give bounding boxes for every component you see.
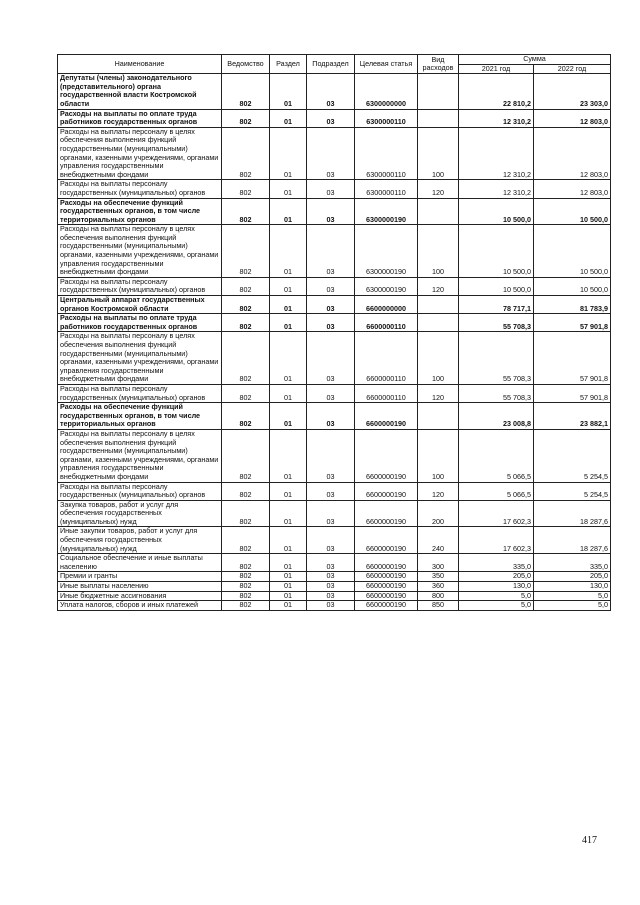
row-sum-2022: 23 303,0 xyxy=(534,74,611,109)
row-razdel: 01 xyxy=(270,314,307,332)
row-vedomstvo: 802 xyxy=(222,403,270,430)
row-sum-2021: 78 717,1 xyxy=(459,296,534,314)
table-row xyxy=(58,582,611,592)
row-vid: 120 xyxy=(418,180,459,198)
row-razdel: 01 xyxy=(270,296,307,314)
row-name: Иные выплаты населению xyxy=(58,582,222,592)
row-podrazdel: 03 xyxy=(307,500,355,527)
row-vid: 800 xyxy=(418,591,459,601)
row-target: 6600000190 xyxy=(355,403,418,430)
row-vedomstvo: 802 xyxy=(222,198,270,225)
row-sum-2021: 12 310,2 xyxy=(459,109,534,127)
row-razdel: 01 xyxy=(270,277,307,295)
table-row xyxy=(58,429,611,482)
row-target: 6600000190 xyxy=(355,500,418,527)
row-sum-2022: 81 783,9 xyxy=(534,296,611,314)
row-vedomstvo: 802 xyxy=(222,591,270,601)
row-target: 6600000190 xyxy=(355,582,418,592)
row-sum-2022: 18 287,6 xyxy=(534,500,611,527)
row-name: Расходы на обеспечение функций государственных органов, в том числе территориальных органов xyxy=(58,403,222,430)
budget-table xyxy=(57,54,611,611)
row-podrazdel: 03 xyxy=(307,332,355,385)
row-vedomstvo: 802 xyxy=(222,527,270,554)
row-razdel: 01 xyxy=(270,582,307,592)
row-vedomstvo: 802 xyxy=(222,572,270,582)
row-vedomstvo: 802 xyxy=(222,429,270,482)
header-podrazdel: Подраздел xyxy=(307,55,355,74)
table-row xyxy=(58,180,611,198)
row-sum-2021: 17 602,3 xyxy=(459,527,534,554)
row-razdel: 01 xyxy=(270,554,307,572)
row-vid xyxy=(418,109,459,127)
row-podrazdel: 03 xyxy=(307,527,355,554)
table-row xyxy=(58,601,611,611)
row-vid xyxy=(418,198,459,225)
row-sum-2022: 205,0 xyxy=(534,572,611,582)
row-target: 6600000110 xyxy=(355,314,418,332)
row-razdel: 01 xyxy=(270,127,307,180)
row-vedomstvo: 802 xyxy=(222,277,270,295)
row-sum-2022: 57 901,8 xyxy=(534,314,611,332)
header-summa: Сумма xyxy=(459,55,611,65)
row-vedomstvo: 802 xyxy=(222,314,270,332)
row-target: 6300000110 xyxy=(355,109,418,127)
row-target: 6300000110 xyxy=(355,127,418,180)
table-row xyxy=(58,74,611,109)
row-podrazdel: 03 xyxy=(307,296,355,314)
row-podrazdel: 03 xyxy=(307,198,355,225)
row-sum-2022: 335,0 xyxy=(534,554,611,572)
row-name: Расходы на выплаты персоналу государственных (муниципальных) органов xyxy=(58,277,222,295)
row-podrazdel: 03 xyxy=(307,601,355,611)
row-vid xyxy=(418,74,459,109)
row-vedomstvo: 802 xyxy=(222,500,270,527)
row-podrazdel: 03 xyxy=(307,591,355,601)
row-sum-2021: 5 066,5 xyxy=(459,429,534,482)
row-sum-2021: 17 602,3 xyxy=(459,500,534,527)
row-target: 6600000190 xyxy=(355,601,418,611)
row-razdel: 01 xyxy=(270,74,307,109)
table-row xyxy=(58,572,611,582)
table-row xyxy=(58,127,611,180)
row-target: 6300000190 xyxy=(355,225,418,278)
row-name: Премии и гранты xyxy=(58,572,222,582)
row-podrazdel: 03 xyxy=(307,554,355,572)
row-sum-2021: 55 708,3 xyxy=(459,384,534,402)
row-vedomstvo: 802 xyxy=(222,482,270,500)
table-row xyxy=(58,384,611,402)
row-vedomstvo: 802 xyxy=(222,225,270,278)
row-name: Депутаты (члены) законодательного (представительного) органа государственной власти Костромской области xyxy=(58,74,222,109)
table-row xyxy=(58,296,611,314)
row-razdel: 01 xyxy=(270,482,307,500)
table-row xyxy=(58,403,611,430)
row-vid: 100 xyxy=(418,332,459,385)
header-year-2021: 2021 год xyxy=(459,64,534,74)
row-vid: 240 xyxy=(418,527,459,554)
row-name: Расходы на выплаты по оплате труда работников государственных органов xyxy=(58,314,222,332)
table-row xyxy=(58,314,611,332)
row-vedomstvo: 802 xyxy=(222,109,270,127)
row-name: Расходы на обеспечение функций государственных органов, в том числе территориальных органов xyxy=(58,198,222,225)
row-vid: 850 xyxy=(418,601,459,611)
table-row xyxy=(58,332,611,385)
row-name: Расходы на выплаты по оплате труда работников государственных органов xyxy=(58,109,222,127)
row-name: Расходы на выплаты персоналу в целях обеспечения выполнения функций государственными (муниципальными) органами, казенными учреждениями, органами управления государственными внебюджетными фондами xyxy=(58,332,222,385)
row-vedomstvo: 802 xyxy=(222,296,270,314)
row-razdel: 01 xyxy=(270,384,307,402)
row-sum-2022: 5 254,5 xyxy=(534,482,611,500)
row-sum-2022: 57 901,8 xyxy=(534,332,611,385)
row-name: Социальное обеспечение и иные выплаты населению xyxy=(58,554,222,572)
row-podrazdel: 03 xyxy=(307,225,355,278)
row-name: Расходы на выплаты персоналу государственных (муниципальных) органов xyxy=(58,180,222,198)
row-vedomstvo: 802 xyxy=(222,332,270,385)
row-podrazdel: 03 xyxy=(307,109,355,127)
row-vid: 100 xyxy=(418,127,459,180)
row-vid xyxy=(418,314,459,332)
row-podrazdel: 03 xyxy=(307,403,355,430)
row-name: Расходы на выплаты персоналу государственных (муниципальных) органов xyxy=(58,384,222,402)
row-vedomstvo: 802 xyxy=(222,554,270,572)
row-podrazdel: 03 xyxy=(307,384,355,402)
table-row xyxy=(58,527,611,554)
row-target: 6600000190 xyxy=(355,482,418,500)
row-podrazdel: 03 xyxy=(307,314,355,332)
row-target: 6600000190 xyxy=(355,591,418,601)
row-sum-2021: 12 310,2 xyxy=(459,127,534,180)
row-podrazdel: 03 xyxy=(307,180,355,198)
row-sum-2021: 10 500,0 xyxy=(459,225,534,278)
header-vid: Вид расходов xyxy=(418,55,459,74)
row-sum-2021: 22 810,2 xyxy=(459,74,534,109)
row-sum-2021: 205,0 xyxy=(459,572,534,582)
row-sum-2022: 12 803,0 xyxy=(534,127,611,180)
row-sum-2021: 5 066,5 xyxy=(459,482,534,500)
row-razdel: 01 xyxy=(270,500,307,527)
row-sum-2021: 5,0 xyxy=(459,591,534,601)
row-target: 6300000110 xyxy=(355,180,418,198)
row-name: Расходы на выплаты персоналу в целях обеспечения выполнения функций государственными (муниципальными) органами, казенными учреждениями, органами управления государственными внебюджетными фондами xyxy=(58,127,222,180)
row-sum-2022: 57 901,8 xyxy=(534,384,611,402)
row-sum-2021: 55 708,3 xyxy=(459,332,534,385)
table-row xyxy=(58,198,611,225)
row-sum-2022: 18 287,6 xyxy=(534,527,611,554)
row-name: Расходы на выплаты персоналу государственных (муниципальных) органов xyxy=(58,482,222,500)
table-body xyxy=(58,74,611,611)
row-target: 6600000190 xyxy=(355,527,418,554)
row-target: 6300000000 xyxy=(355,74,418,109)
row-vedomstvo: 802 xyxy=(222,582,270,592)
row-vid: 120 xyxy=(418,384,459,402)
row-podrazdel: 03 xyxy=(307,582,355,592)
row-sum-2022: 23 882,1 xyxy=(534,403,611,430)
row-podrazdel: 03 xyxy=(307,127,355,180)
row-vid: 120 xyxy=(418,482,459,500)
row-razdel: 01 xyxy=(270,403,307,430)
row-target: 6600000190 xyxy=(355,554,418,572)
row-sum-2022: 5,0 xyxy=(534,601,611,611)
row-sum-2022: 130,0 xyxy=(534,582,611,592)
row-podrazdel: 03 xyxy=(307,429,355,482)
header-name: Наименование xyxy=(58,55,222,74)
row-razdel: 01 xyxy=(270,225,307,278)
row-target: 6600000190 xyxy=(355,429,418,482)
table-row xyxy=(58,109,611,127)
row-vid xyxy=(418,296,459,314)
row-vid: 200 xyxy=(418,500,459,527)
table-row xyxy=(58,500,611,527)
row-sum-2021: 130,0 xyxy=(459,582,534,592)
row-sum-2022: 10 500,0 xyxy=(534,225,611,278)
row-name: Расходы на выплаты персоналу в целях обеспечения выполнения функций государственными (муниципальными) органами, казенными учреждениями, органами управления государственными внебюджетными фондами xyxy=(58,225,222,278)
row-razdel: 01 xyxy=(270,527,307,554)
row-sum-2021: 10 500,0 xyxy=(459,198,534,225)
row-sum-2021: 10 500,0 xyxy=(459,277,534,295)
row-name: Иные бюджетные ассигнования xyxy=(58,591,222,601)
row-sum-2022: 5 254,5 xyxy=(534,429,611,482)
row-sum-2022: 10 500,0 xyxy=(534,277,611,295)
row-name: Расходы на выплаты персоналу в целях обеспечения выполнения функций государственными (муниципальными) органами, казенными учреждениями, органами управления государственными внебюджетными фондами xyxy=(58,429,222,482)
row-name: Иные закупки товаров, работ и услуг для обеспечения государственных (муниципальных) нужд xyxy=(58,527,222,554)
row-podrazdel: 03 xyxy=(307,74,355,109)
row-sum-2022: 10 500,0 xyxy=(534,198,611,225)
row-razdel: 01 xyxy=(270,429,307,482)
row-vid: 120 xyxy=(418,277,459,295)
row-target: 6300000190 xyxy=(355,277,418,295)
row-razdel: 01 xyxy=(270,180,307,198)
row-razdel: 01 xyxy=(270,601,307,611)
row-razdel: 01 xyxy=(270,572,307,582)
row-sum-2021: 335,0 xyxy=(459,554,534,572)
page-number: 417 xyxy=(582,835,597,846)
row-vid: 360 xyxy=(418,582,459,592)
row-vedomstvo: 802 xyxy=(222,384,270,402)
row-razdel: 01 xyxy=(270,109,307,127)
header-vedomstvo: Ведомство xyxy=(222,55,270,74)
header-row xyxy=(58,55,611,65)
row-target: 6600000110 xyxy=(355,384,418,402)
row-vid xyxy=(418,403,459,430)
table-row xyxy=(58,591,611,601)
row-sum-2021: 5,0 xyxy=(459,601,534,611)
row-podrazdel: 03 xyxy=(307,572,355,582)
header-target: Целевая статья xyxy=(355,55,418,74)
row-sum-2021: 12 310,2 xyxy=(459,180,534,198)
row-sum-2022: 12 803,0 xyxy=(534,180,611,198)
row-name: Уплата налогов, сборов и иных платежей xyxy=(58,601,222,611)
table-row xyxy=(58,482,611,500)
row-sum-2022: 5,0 xyxy=(534,591,611,601)
row-sum-2021: 23 008,8 xyxy=(459,403,534,430)
row-vid: 100 xyxy=(418,225,459,278)
row-vedomstvo: 802 xyxy=(222,180,270,198)
row-name: Центральный аппарат государственных органов Костромской области xyxy=(58,296,222,314)
row-target: 6600000000 xyxy=(355,296,418,314)
row-vedomstvo: 802 xyxy=(222,601,270,611)
row-razdel: 01 xyxy=(270,591,307,601)
header-razdel: Раздел xyxy=(270,55,307,74)
row-sum-2021: 55 708,3 xyxy=(459,314,534,332)
row-sum-2022: 12 803,0 xyxy=(534,109,611,127)
row-podrazdel: 03 xyxy=(307,482,355,500)
row-name: Закупка товаров, работ и услуг для обеспечения государственных (муниципальных) нужд xyxy=(58,500,222,527)
row-vid: 100 xyxy=(418,429,459,482)
row-vedomstvo: 802 xyxy=(222,74,270,109)
row-target: 6600000190 xyxy=(355,572,418,582)
row-razdel: 01 xyxy=(270,332,307,385)
row-target: 6600000110 xyxy=(355,332,418,385)
table-row xyxy=(58,277,611,295)
row-podrazdel: 03 xyxy=(307,277,355,295)
row-razdel: 01 xyxy=(270,198,307,225)
header-year-2022: 2022 год xyxy=(534,64,611,74)
row-vid: 350 xyxy=(418,572,459,582)
row-target: 6300000190 xyxy=(355,198,418,225)
row-vid: 300 xyxy=(418,554,459,572)
table-row xyxy=(58,554,611,572)
row-vedomstvo: 802 xyxy=(222,127,270,180)
table-row xyxy=(58,225,611,278)
